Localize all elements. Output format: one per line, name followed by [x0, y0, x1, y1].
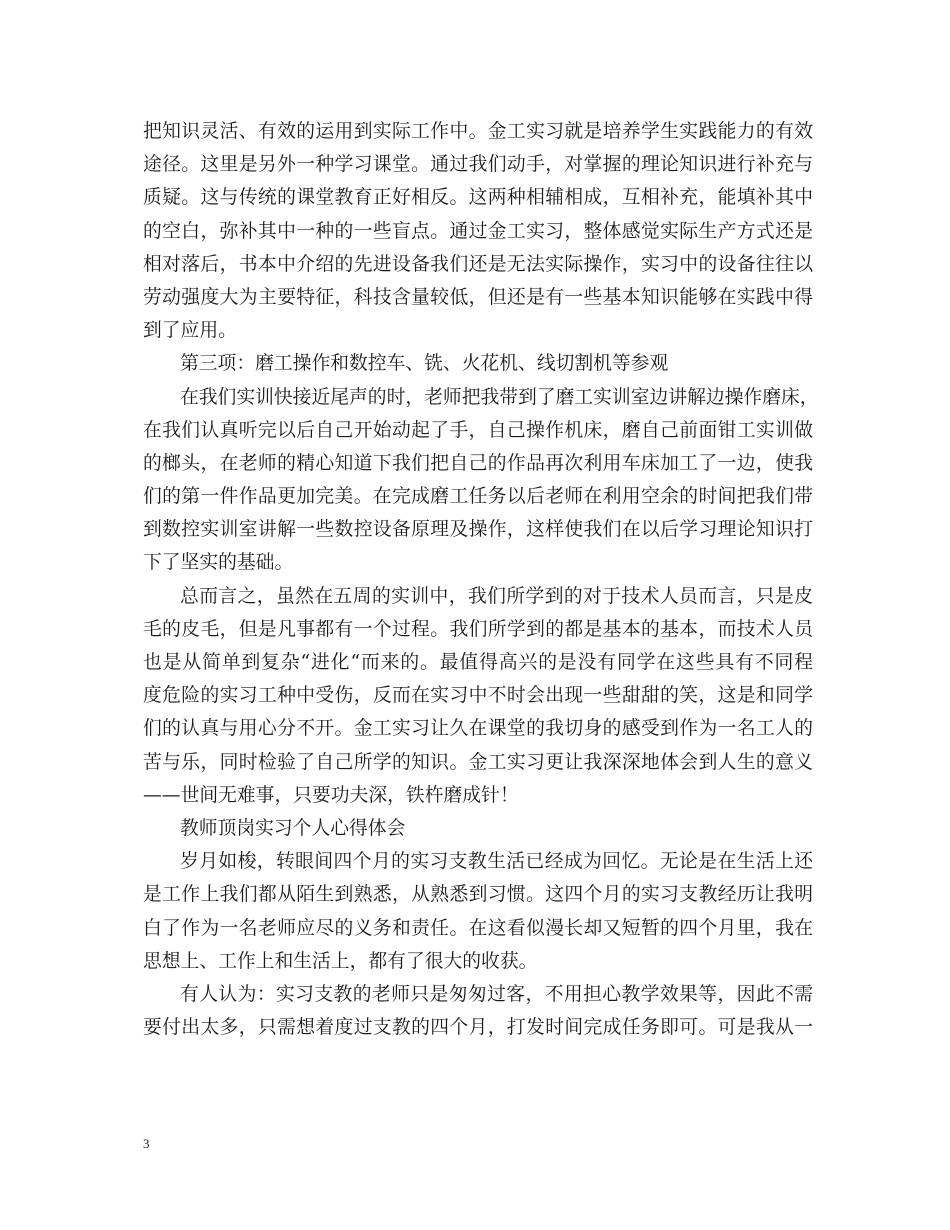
text-line: 在我们认真听完以后自己开始动起了手，自己操作机床，磨自己前面钳工实训做	[143, 419, 813, 441]
text-line: 度危险的实习工种中受伤，反而在实习中不时会出现一些甜甜的笑，这是和同学	[143, 685, 813, 707]
text-line: 有人认为：实习支教的老师只是匆匆过客，不用担心教学效果等，因此不需	[180, 983, 813, 1005]
text-line: 到数控实训室讲解一些数控设备原理及操作，这样使我们在以后学习理论知识打	[143, 519, 813, 541]
text-line: 劳动强度大为主要特征，科技含量较低，但还是有一些基本知识能够在实践中得	[143, 286, 813, 308]
text-line: 质疑。这与传统的课堂教育正好相反。这两种相辅相成，互相补充，能填补其中	[143, 187, 813, 209]
text-line: 苦与乐，同时检验了自己所学的知识。金工实习更让我深深地体会到人生的意义	[143, 751, 813, 773]
text-line: 岁月如梭，转眼间四个月的实习支教生活已经成为回忆。无论是在生活上还	[180, 851, 813, 873]
text-line: 要付出太多，只需想着度过支教的四个月，打发时间完成任务即可。可是我从一	[143, 1017, 813, 1039]
text-line: 也是从简单到复杂“进化“而来的。最值得高兴的是没有同学在这些具有不同程	[143, 652, 813, 673]
text-line: 总而言之，虽然在五周的实训中，我们所学到的对于技术人员而言，只是皮	[180, 585, 813, 607]
text-line: 途径。这里是另外一种学习课堂。通过我们动手，对掌握的理论知识进行补充与	[143, 154, 813, 176]
text-line: 到了应用。	[143, 320, 237, 342]
page-number: 3	[143, 1136, 150, 1151]
text-line: 把知识灵活、有效的运用到实际工作中。金工实习就是培养学生实践能力的有效	[143, 121, 813, 142]
text-line: 是工作上我们都从陌生到熟悉，从熟悉到习惯。这四个月的实习支教经历让我明	[143, 884, 813, 906]
text-line: 们的第一件作品更加完美。在完成磨工任务以后老师在利用空余的时间把我们带	[143, 486, 813, 508]
text-line: ——世间无难事，只要功夫深，铁杵磨成针！	[143, 784, 519, 806]
text-line: 第三项：磨工操作和数控车、铣、火花机、线切割机等参观	[180, 353, 669, 375]
text-line: 的空白，弥补其中一种的一些盲点。通过金工实习，整体感觉实际生产方式还是	[143, 220, 813, 242]
text-line: 下了坚实的基础。	[143, 552, 294, 574]
text-line: 教师顶岗实习个人心得体会	[180, 817, 406, 839]
text-line: 们的认真与用心分不开。金工实习让久在课堂的我切身的感受到作为一名工人的	[143, 718, 813, 740]
text-line: 在我们实训快接近尾声的时，老师把我带到了磨工实训室边讲解边操作磨床，	[180, 386, 819, 408]
text-line: 毛的皮毛，但是凡事都有一个过程。我们所学到的都是基本的基本，而技术人员	[143, 618, 813, 640]
document-body	[143, 115, 819, 1044]
text-line: 白了作为一名老师应尽的义务和责任。在这看似漫长却又短暂的四个月里，我在	[143, 917, 813, 939]
text-line: 的榔头，在老师的精心知道下我们把自己的作品再次利用车床加工了一边，使我	[143, 452, 813, 474]
text-line: 相对落后，书本中介绍的先进设备我们还是无法实际操作，实习中的设备往往以	[143, 253, 813, 275]
text-line: 思想上、工作上和生活上，都有了很大的收获。	[143, 950, 538, 972]
